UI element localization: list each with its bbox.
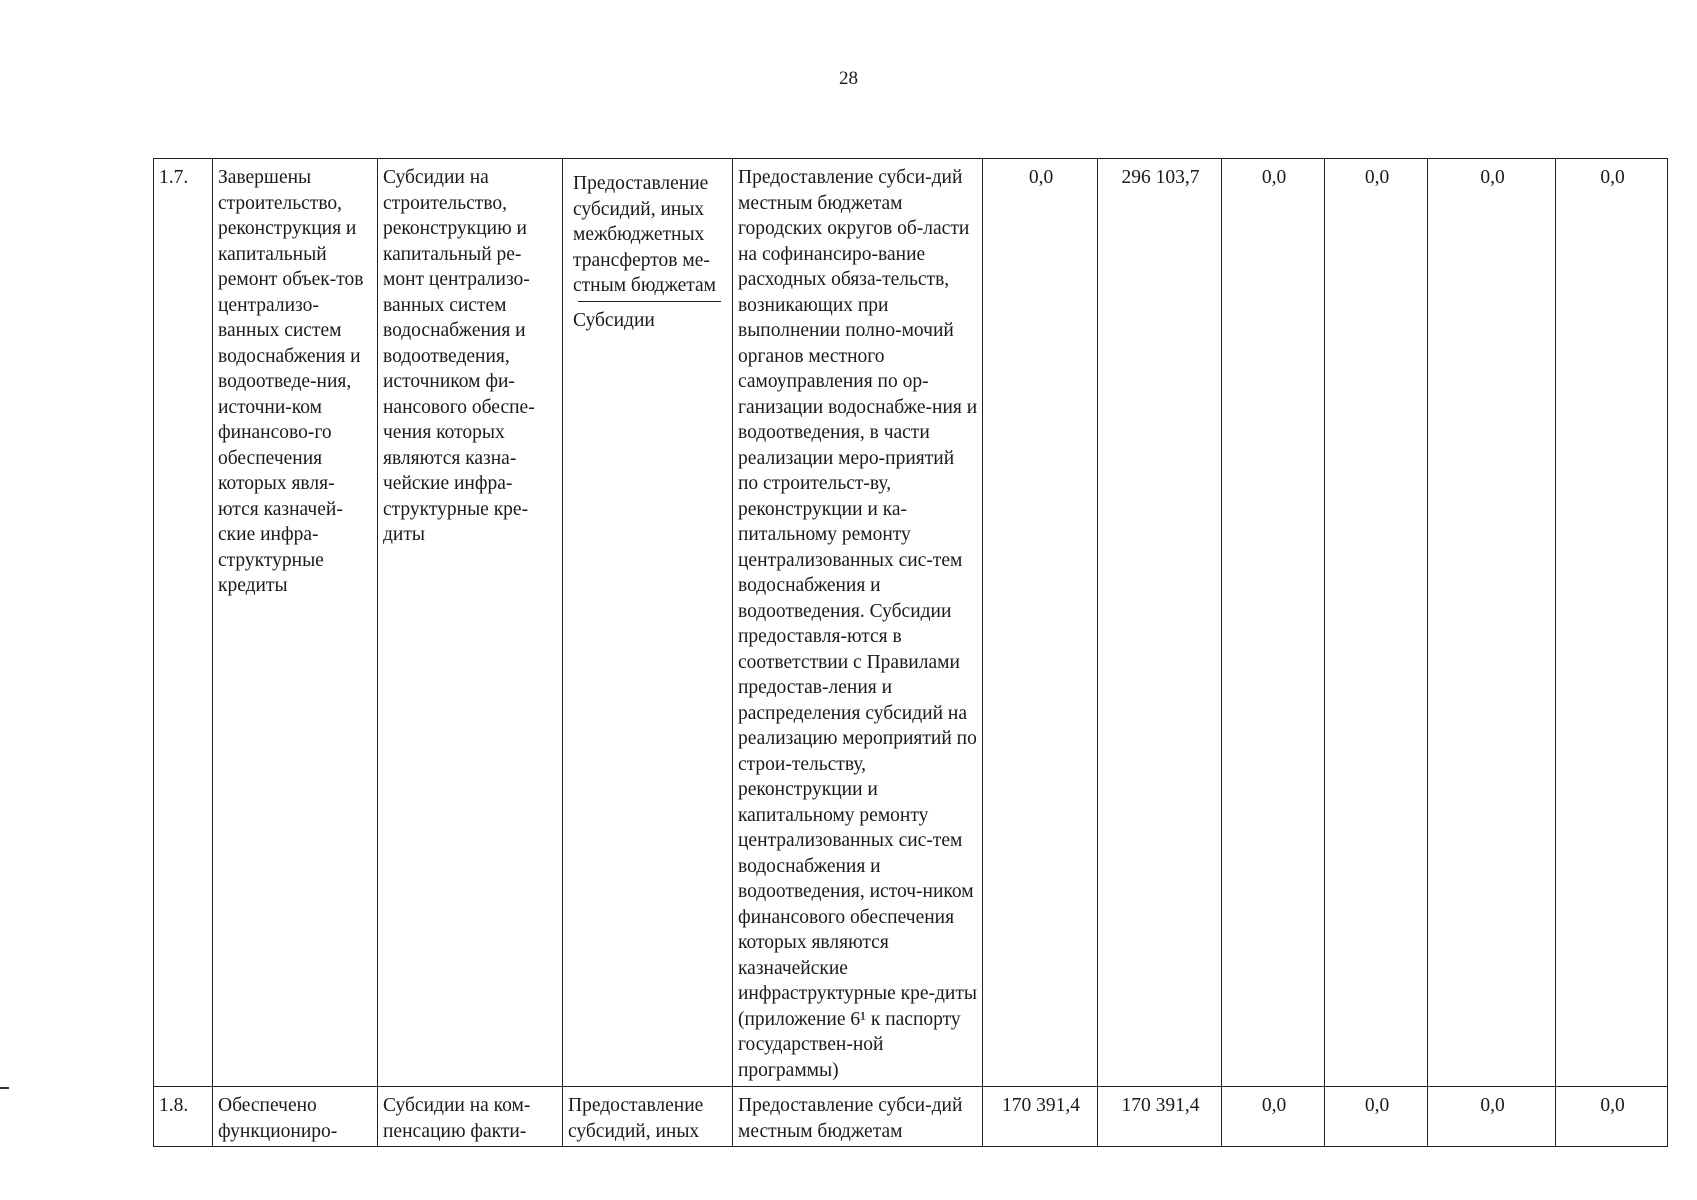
value-cell: 0,0: [1556, 159, 1668, 1087]
subsidy-name-cell: Субсидии на ком-пенсацию факти-: [378, 1087, 563, 1147]
page-number: 28: [839, 68, 858, 89]
value-cell: 0,0: [1325, 159, 1428, 1087]
value-cell: 0,0: [1428, 1087, 1556, 1147]
program-measures-table: [153, 158, 1668, 1147]
value-cell: 0,0: [983, 159, 1098, 1087]
row-number: 1.7.: [154, 159, 213, 1087]
result-cell: Завершены строительство, реконструкция и капитальный ремонт объек-тов централизо-ванных систем водоснабжения и водоотведе-ния, источни-ком финансово-го обеспечения которых явля-ются казначей-ские инфра-структурные кредиты: [213, 159, 378, 1087]
value-cell: 0,0: [1222, 159, 1325, 1087]
description-cell: Предоставление субси-дий местным бюджетам городских округов об-ласти на софинансиро-вание расходных обяза-тельств, возникающих при выполнении полно-мочий органов местного самоуправления по ор-ганизации водоснабже-ния и водоотведения, в части реализации меро-приятий по строительст-ву, реконструкции и ка-питальному ремонту централизованных сис-тем водоснабжения и водоотведения. Субсидии предоставля-ются в соответствии с Правилами предостав-ления и распределения субсидий на реализацию мероприятий по строи-тельству, реконструкции и капитальному ремонту централизованных сис-тем водоснабжения и водоотведения, источ-ником финансового обеспечения которых являются казначейские инфраструктурные кре-диты (приложение 6¹ к паспорту государствен-ной программы): [733, 159, 983, 1087]
mechanism-cell: Предоставление субсидий, иных: [563, 1087, 733, 1147]
value-cell: 296 103,7: [1098, 159, 1222, 1087]
margin-mark: [0, 1087, 9, 1089]
value-cell: 0,0: [1222, 1087, 1325, 1147]
row-number: 1.8.: [154, 1087, 213, 1147]
value-cell: 0,0: [1325, 1087, 1428, 1147]
table-row: [154, 159, 1668, 1087]
description-cell: Предоставление субси-дий местным бюджетам: [733, 1087, 983, 1147]
mechanism-cell: [563, 159, 733, 1087]
mechanism-text: Предоставление субсидий, иных межбюджетных трансфертов ме-стным бюджетам: [573, 173, 716, 296]
table-row: [154, 1087, 1668, 1147]
result-cell: Обеспечено функциониро-: [213, 1087, 378, 1147]
subsidy-name-cell: Субсидии на строительство, реконструкцию и капитальный ре-монт централизо-ванных систем водоснабжения и водоотведения, источником фи-нансового обеспе-чения которых являются казна-чейские инфра-структурные кре-диты: [378, 159, 563, 1087]
value-cell: 0,0: [1428, 159, 1556, 1087]
value-cell: 170 391,4: [983, 1087, 1098, 1147]
value-cell: 170 391,4: [1098, 1087, 1222, 1147]
mechanism-type: Субсидии: [573, 310, 655, 331]
value-cell: 0,0: [1556, 1087, 1668, 1147]
